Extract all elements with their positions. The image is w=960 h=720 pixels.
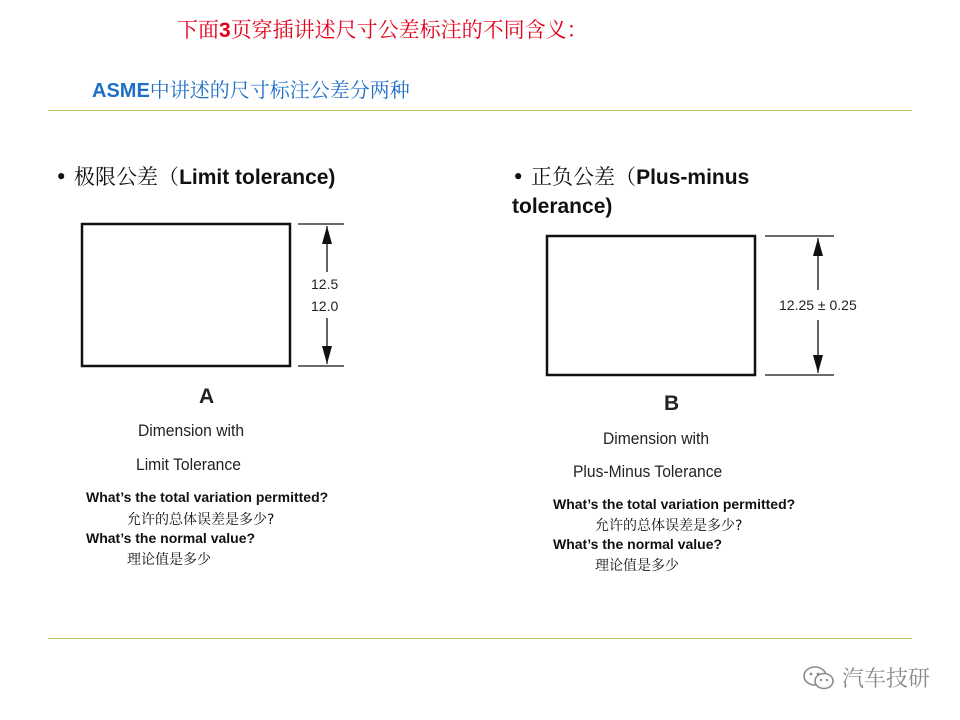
right-q2-en: What’s the normal value?	[553, 536, 723, 552]
plus-minus-dimension: 12.25 ± 0.25	[779, 297, 857, 313]
figure-a-caption-line1: Dimension with	[138, 421, 245, 440]
figure-b-letter: B	[664, 392, 680, 415]
right-q2-zh: 理论值是多少	[595, 558, 679, 573]
watermark-text: 汽车技研	[841, 667, 930, 692]
right-bullet-en-line1: Plus-minus	[636, 166, 750, 189]
title-suffix: 页穿插讲述尺寸公差标注的不同含义：	[230, 18, 588, 42]
figure-a-rectangle	[82, 224, 290, 366]
subtitle-en: ASME	[92, 80, 150, 102]
left-q1-zh: 允许的总体误差是多少?	[127, 512, 275, 528]
watermark	[802, 662, 930, 693]
figure-a-arrow-down	[322, 346, 332, 364]
figure-b-caption-line2: Plus-Minus Tolerance	[573, 462, 723, 481]
left-q2-en: What’s the normal value?	[86, 530, 256, 546]
figure-b-arrow-up	[813, 238, 823, 256]
right-q1-en: What’s the total variation permitted?	[553, 496, 796, 512]
figure-b-rectangle	[547, 236, 755, 375]
title-number: 3	[219, 19, 231, 42]
left-bullet-en: Limit tolerance)	[179, 166, 336, 189]
lower-limit-value: 12.0	[311, 298, 339, 314]
left-bullet-zh: • 极限公差（	[55, 165, 180, 189]
figure-a-arrow-up	[322, 226, 332, 244]
upper-limit-value: 12.5	[311, 276, 339, 292]
left-q1-en: What’s the total variation permitted?	[86, 489, 329, 505]
wechat-icon	[802, 665, 836, 691]
right-bullet-en-line2: tolerance)	[512, 195, 613, 218]
title-prefix: 下面	[177, 18, 219, 42]
left-q2-zh: 理论值是多少	[127, 552, 211, 568]
figure-a-caption-line2: Limit Tolerance	[136, 455, 241, 474]
left-question-block	[80, 488, 380, 570]
figure-a-drawing	[82, 224, 344, 366]
subtitle-zh: 中讲述的尺寸标注公差分两种	[149, 80, 410, 102]
figure-b-caption-line1: Dimension with	[603, 429, 710, 448]
right-q1-zh: 允许的总体误差是多少?	[595, 518, 743, 534]
figure-a-letter: A	[199, 385, 215, 408]
right-question-block	[548, 495, 848, 573]
figure-b-arrow-down	[813, 355, 823, 373]
right-bullet-zh: • 正负公差（	[512, 165, 637, 189]
